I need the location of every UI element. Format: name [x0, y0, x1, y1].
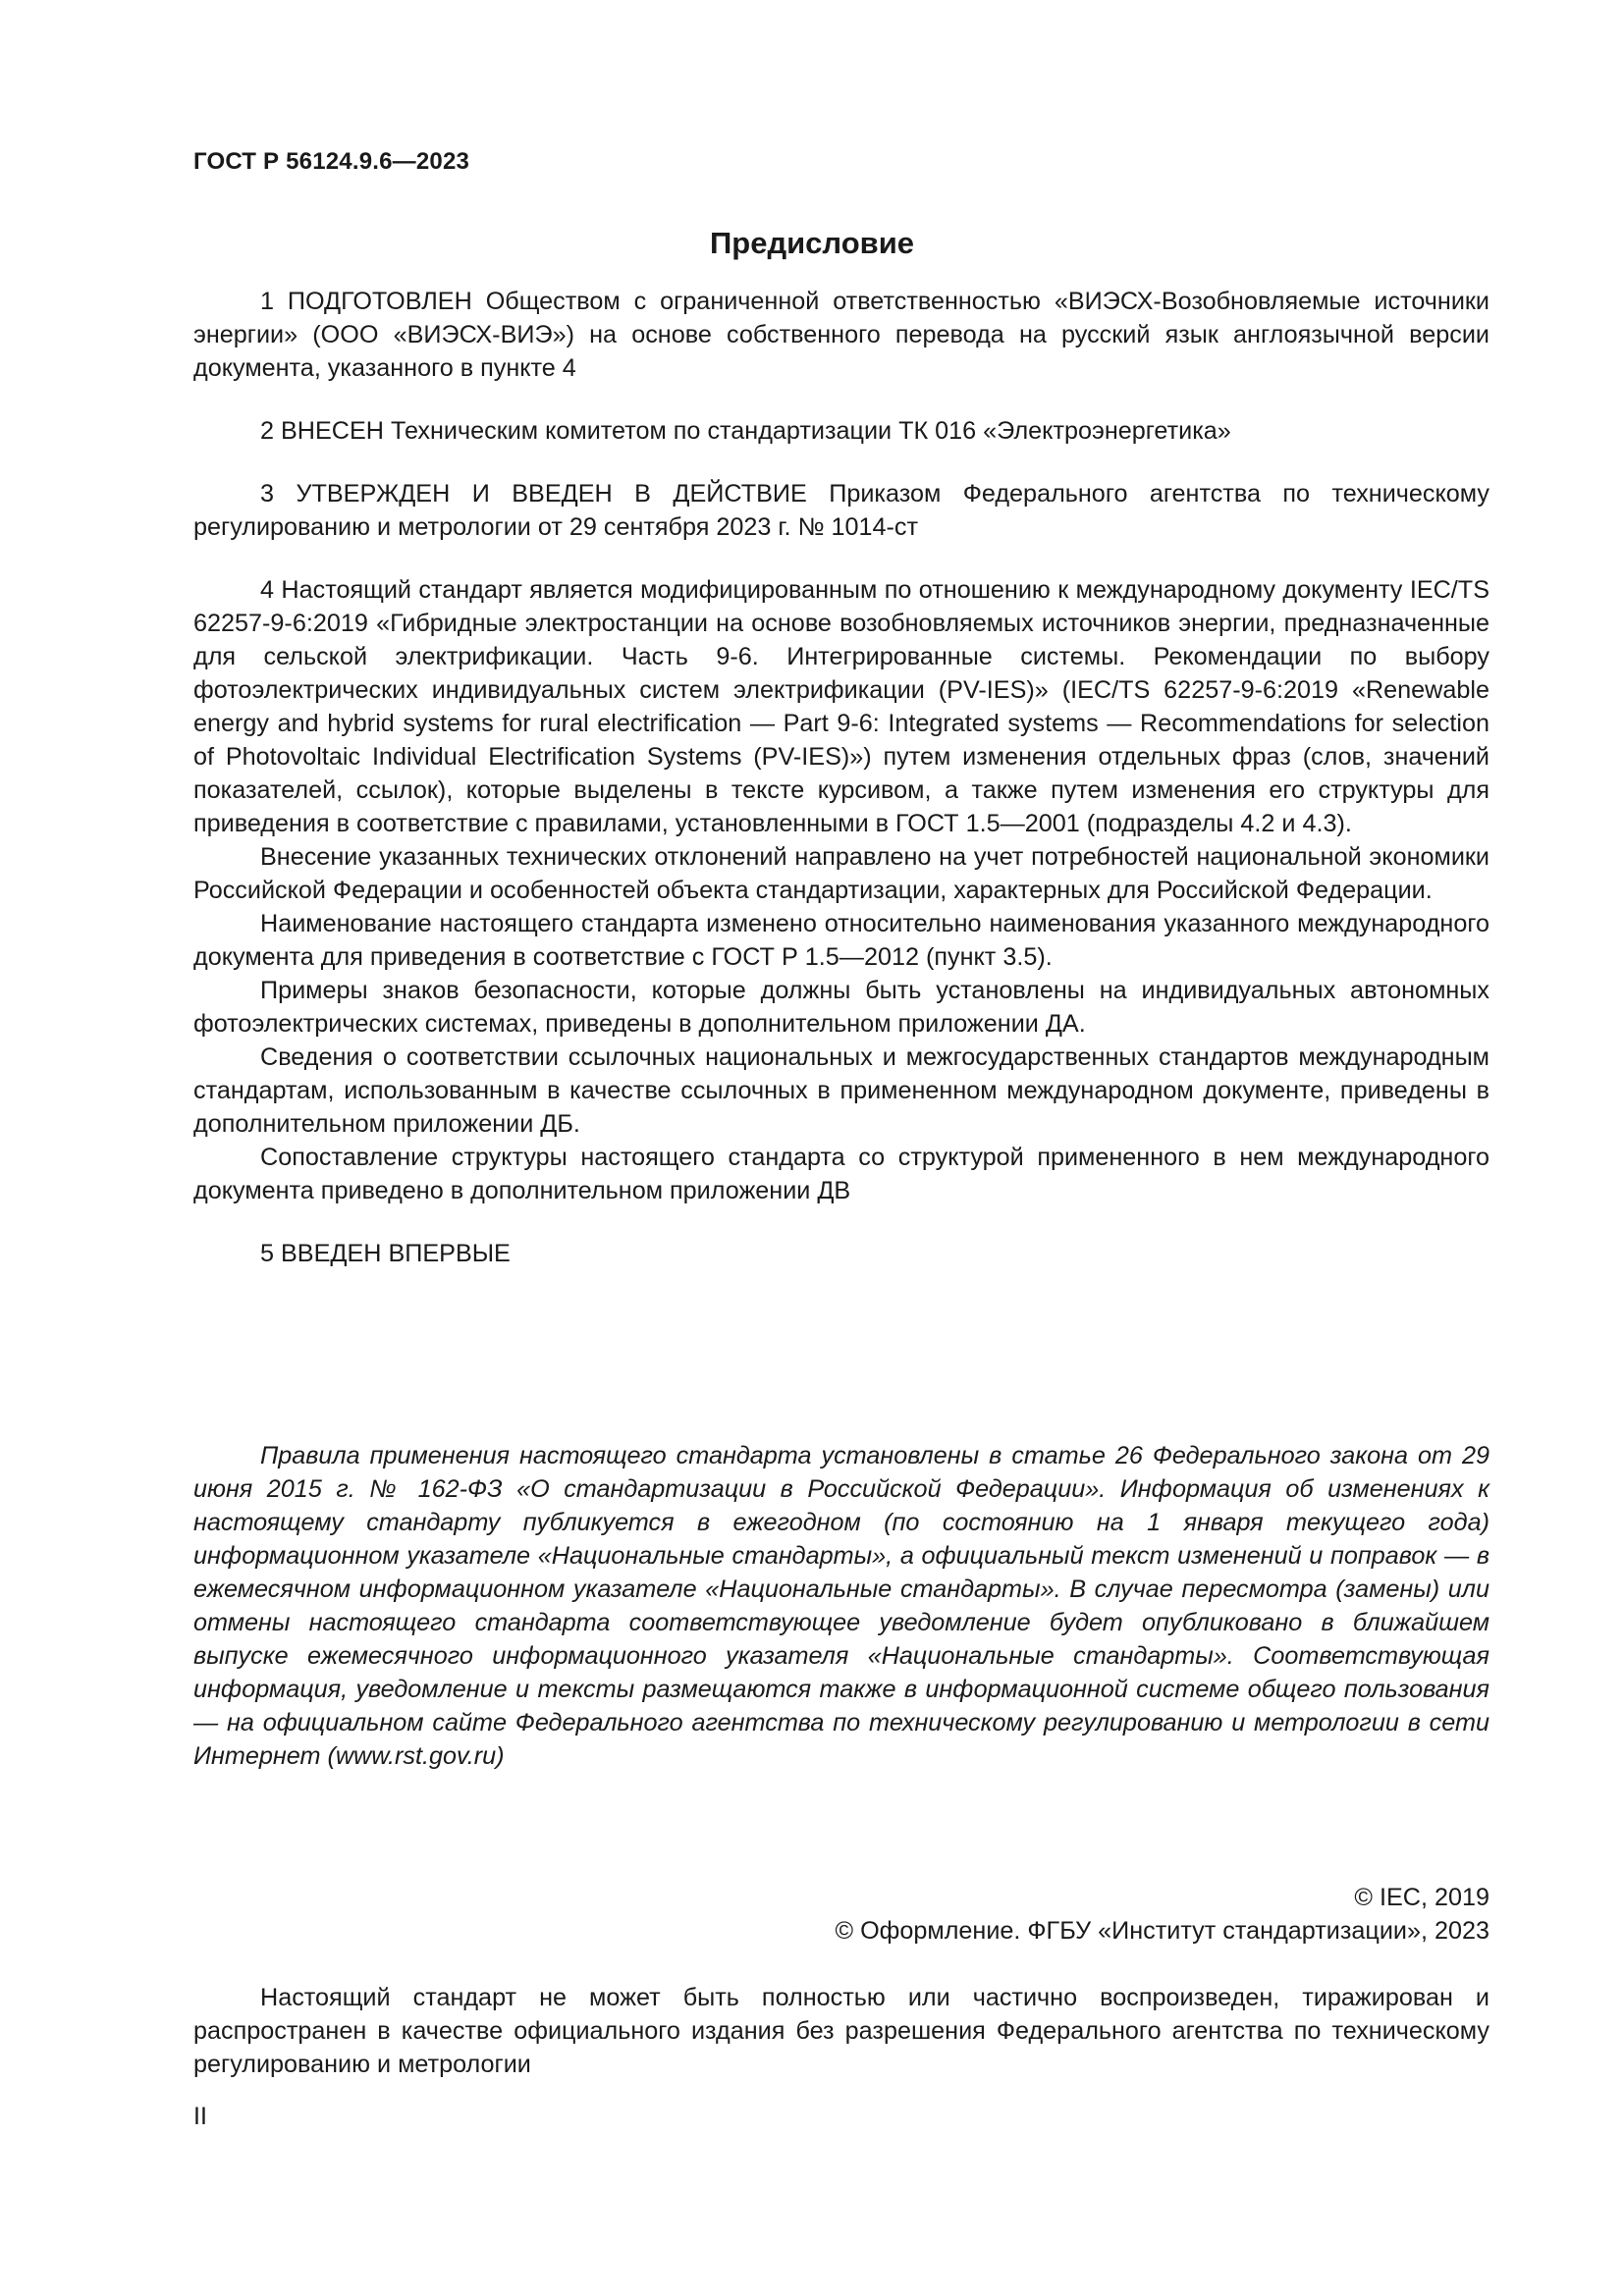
item-4-paragraph: Примеры знаков безопасности, которые должны быть установлены на индивидуальных автономных фотоэлектрических системах, приведены в дополнительном приложении ДА.	[193, 977, 1489, 1038]
item-1-paragraph: 1 ПОДГОТОВЛЕН Обществом с ограниченной ответственностью «ВИЭСХ-Возобновляемые источники энергии» (ООО «ВИЭСХ-ВИЭ») на основе собственного перевода на русский язык англоязычной версии документа, указанного в пункте 4	[193, 288, 1489, 382]
item-4-paragraph: Сведения о соответствии ссылочных национальных и межгосударственных стандартов международным стандартам, использованным в качестве ссылочных в примененном международном документе, приведены в дополнительном приложении ДБ.	[193, 1043, 1489, 1138]
item-4-paragraph: 4 Настоящий стандарт является модифицированным по отношению к международному документу IEC/TS 62257-9-6:2019 «Гибридные электростанции на основе возобновляемых источников энергии, предназначенные для сельской электрификации. Часть 9-6. Интегрированные системы. Рекомендации по выбору фотоэлектрических индивидуальных систем электрификации (PV-IES)» (IEC/TS 62257-9-6:2019 «Renewable energy and hybrid systems for rural electrification — Part 9-6: Integrated systems — Recommendations for selection of Photovoltaic Individual Electrification Systems (PV-IES)») путем изменения отдельных фраз (слов, значений показателей, ссылок), которые выделены в тексте курсивом, а также путем изменения его структуры для приведения в соответствие с правилами, установленными в ГОСТ 1.5—2001 (подразделы 4.2 и 4.3).	[193, 576, 1489, 837]
item-3-paragraph: 3 УТВЕРЖДЕН И ВВЕДЕН В ДЕЙСТВИЕ Приказом Федерального агентства по техническому регулированию и метрологии от 29 сентября 2023 г. № 1014-ст	[193, 480, 1489, 541]
copyright-line-institute: © Оформление. ФГБУ «Институт стандартизации», 2023	[835, 1917, 1489, 1945]
page-title: Предисловие	[709, 226, 914, 260]
legal-notice-text: Правила применения настоящего стандарта установлены в статье 26 Федерального закона от 29 июня 2015 г. № 162-ФЗ «О стандартизации в Российской Федерации». Информация об изменениях к настоящему стандарту публикуется в ежегодном (по состоянию на 1 января текущего года) информационном указателе «Национальные стандарты», а официальный текст изменений и поправок — в ежемесячном информационном указателе «Национальные стандарты». В случае пересмотра (замены) или отмены настоящего стандарта соответствующее уведомление будет опубликовано в ближайшем выпуске ежемесячного информационного указателя «Национальные стандарты». Соответствующая информация, уведомление и тексты размещаются также в информационной системе общего пользования — на официальном сайте Федерального агентства по техническому регулированию и метрологии в сети Интернет (www.rst.gov.ru)	[193, 1442, 1489, 1770]
item-5-paragraph: 5 ВВЕДЕН ВПЕРВЫЕ	[260, 1240, 511, 1267]
legal-notice	[193, 1439, 1489, 1773]
reproduction-notice-text: Настоящий стандарт не может быть полностью или частично воспроизведен, тиражирован и распространен в качестве официального издания без разрешения Федерального агентства по техническому регулированию и метрологии	[193, 1984, 1489, 2078]
copyright-line-iec: © IEC, 2019	[1354, 1884, 1489, 1911]
item-4-paragraph: Внесение указанных технических отклонений направлено на учет потребностей национальной экономики Российской Федерации и особенностей объекта стандартизации, характерных для Российской Федерации.	[193, 843, 1489, 904]
item-4-paragraph: Сопоставление структуры настоящего стандарта со структурой примененного в нем международного документа приведено в дополнительном приложении ДВ	[193, 1144, 1489, 1204]
foreword-items	[193, 285, 1489, 1270]
document-code: ГОСТ Р 56124.9.6—2023	[193, 148, 470, 175]
item-4-paragraph: Наименование настоящего стандарта изменено относительно наименования указанного международного документа для приведения в соответствие с ГОСТ Р 1.5—2012 (пункт 3.5).	[193, 910, 1489, 971]
page-number: II	[193, 2103, 207, 2130]
item-2-paragraph: 2 ВНЕСЕН Техническим комитетом по стандартизации ТК 016 «Электроэнергетика»	[260, 417, 1231, 445]
reproduction-notice	[193, 1981, 1489, 2081]
